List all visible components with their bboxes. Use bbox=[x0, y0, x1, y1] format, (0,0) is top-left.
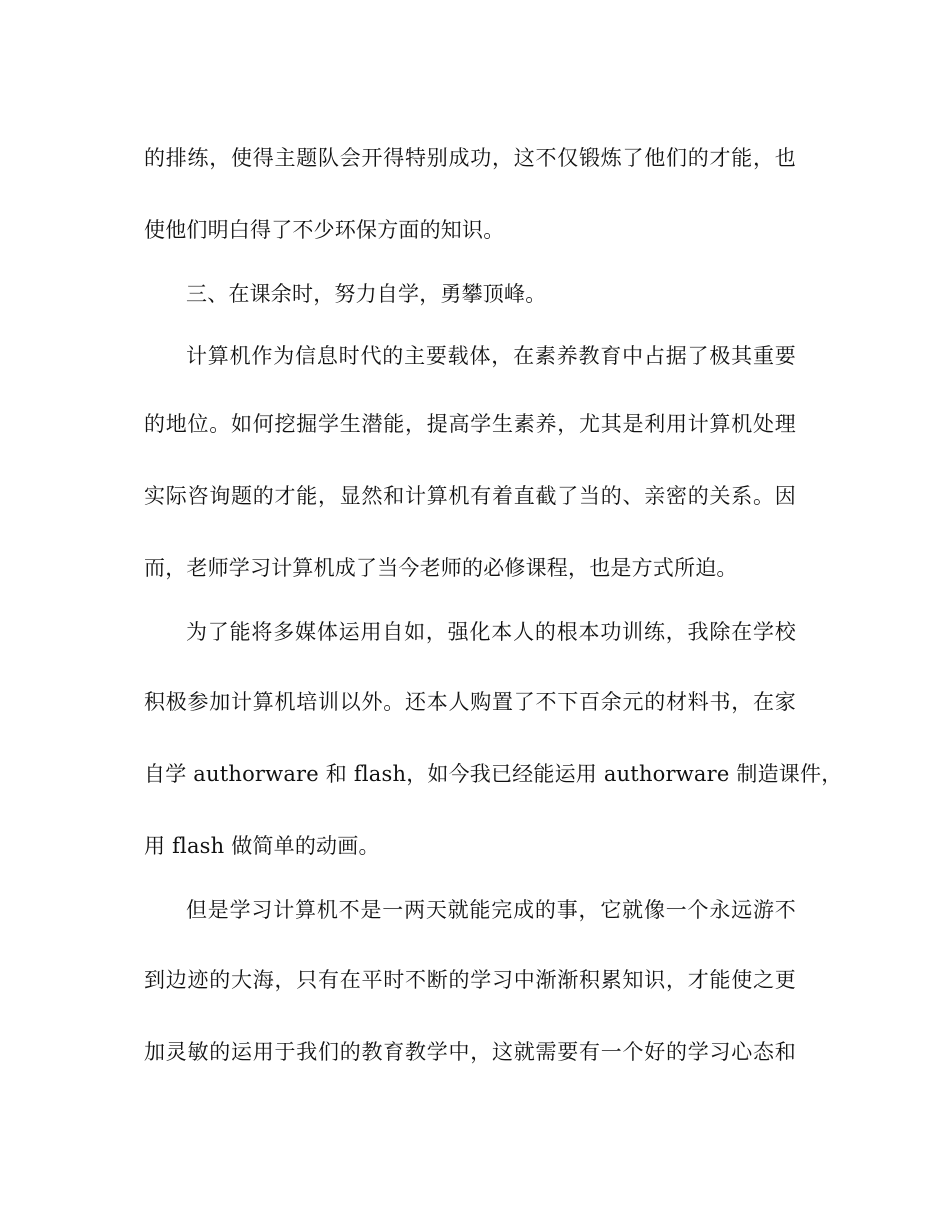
paragraph-line: 计算机作为信息时代的主要载体，在素养教育中占据了极其重要 bbox=[186, 344, 796, 368]
paragraph-line: 自学 authorware 和 flash，如今我已经能运用 authorware 制造课件， bbox=[144, 762, 843, 786]
paragraph-line: 到边迹的大海，只有在平时不断的学习中渐渐积累知识，才能使之更 bbox=[144, 968, 796, 992]
paragraph-line: 而，老师学习计算机成了当今老师的必修课程，也是方式所迫。 bbox=[144, 556, 738, 580]
paragraph-line: 积极参加计算机培训以外。还本人购置了不下百余元的材料书，在家 bbox=[144, 690, 796, 714]
paragraph-line: 实际咨询题的才能，显然和计算机有着直截了当的、亲密的关系。因 bbox=[144, 484, 796, 508]
paragraph-line: 为了能将多媒体运用自如，强化本人的根本功训练，我除在学校 bbox=[186, 620, 796, 644]
paragraph-line: 使他们明白得了不少环保方面的知识。 bbox=[144, 218, 505, 242]
section-heading: 三、在课余时，努力自学，勇攀顶峰。 bbox=[186, 282, 547, 306]
paragraph-line: 但是学习计算机不是一两天就能完成的事，它就像一个永远游不 bbox=[186, 898, 796, 922]
paragraph-line: 用 flash 做简单的动画。 bbox=[144, 834, 380, 858]
paragraph-line: 加灵敏的运用于我们的教育教学中，这就需要有一个好的学习心态和 bbox=[144, 1040, 796, 1064]
paragraph-line: 的排练，使得主题队会开得特别成功，这不仅锻炼了他们的才能，也 bbox=[144, 146, 796, 170]
paragraph-line: 的地位。如何挖掘学生潜能，提高学生素养，尤其是利用计算机处理 bbox=[144, 412, 796, 436]
